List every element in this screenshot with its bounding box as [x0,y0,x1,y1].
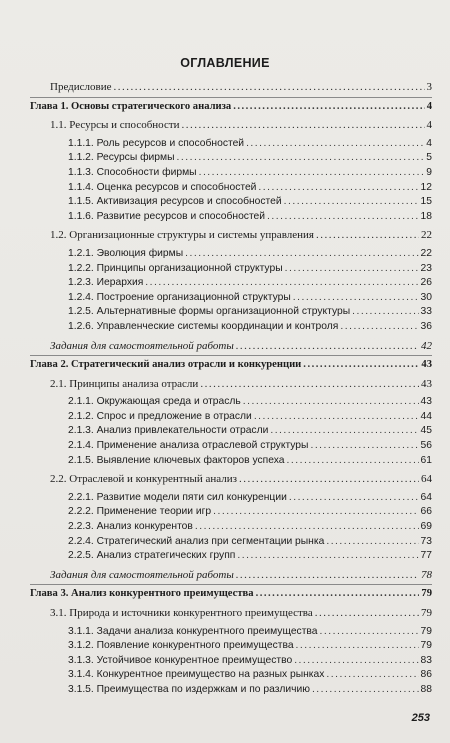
toc-entry-page: 30 [420,291,432,303]
toc-entry-page: 86 [420,669,432,681]
toc-subsection [30,654,432,669]
toc-subsection [30,276,432,291]
toc-entry-page: 18 [420,210,432,222]
toc-entry-page: 64 [421,473,432,486]
toc-entry-label: 3.1. Природа и источники конкурентного преимущества [50,607,313,619]
toc-entry-label: Задания для самостоятельной работы [50,568,234,581]
toc-entry-page: 79 [420,640,432,652]
toc-section [30,228,432,243]
toc-entry-label: 2.2.3. Анализ конкурентов [68,521,193,533]
toc-entry-label: Глава 3. Анализ конкурентного преимущества [30,588,254,600]
page-number: 253 [411,712,430,724]
toc-entry-label: 2.2.4. Стратегический анализ при сегментации рынка [68,535,325,547]
toc-subsection [30,410,432,425]
toc-subsection [30,291,432,306]
toc-entry-page: 79 [421,607,432,619]
toc-entry-page: 44 [420,410,432,422]
toc-subsection [30,424,432,439]
toc-entry-page: 4 [426,119,432,132]
toc-entry-page: 66 [420,506,432,518]
toc-chapter-2 [30,358,432,373]
toc-subsection [30,395,432,410]
toc-entry-label: 2.1.2. Спрос и предложение в отрасли [68,410,252,422]
toc-entry-page: 36 [420,320,432,332]
toc-entry-label: 1.2. Организационные структуры и системы управления [50,229,314,242]
toc-entry-label: 1.1.4. Оценка ресурсов и способностей [68,181,257,193]
toc-subsection [30,181,432,196]
toc-entry-label: Задания для самостоятельной работы [50,339,234,352]
toc-entry-page: 64 [420,491,432,503]
toc-entry-label: 2.2.5. Анализ стратегических групп [68,550,236,562]
toc-subsection [30,454,432,469]
toc-subsection [30,247,432,262]
toc-entry-label: 3.1.4. Конкурентное преимущество на разных рынках [68,669,325,681]
toc-section [30,472,432,487]
toc-entry-page: 4 [426,100,432,112]
toc-entry-label: 2.1.5. Выявление ключевых факторов успеха [68,454,285,466]
toc-entry-page: 83 [420,654,432,666]
toc-subsection [30,549,432,564]
toc-entry-label: 2.1.4. Применение анализа отраслевой структуры [68,440,309,452]
section-divider [30,355,432,356]
toc-chapter-3 [30,587,432,602]
toc-entry-label: 2.2.2. Применение теории игр [68,506,212,518]
toc-subsection [30,683,432,698]
toc-subsection [30,151,432,166]
toc-entry-label: 1.1.2. Ресурсы фирмы [68,152,175,164]
toc-subsection [30,625,432,640]
toc-entry-label: 2.1.3. Анализ привлекательности отрасли [68,425,269,437]
toc-subsection [30,639,432,654]
toc-entry-page: 79 [421,588,432,600]
toc-title: ОГЛАВЛЕНИЕ [180,56,270,70]
toc-assignments [30,568,432,583]
toc-entry-page: 22 [420,247,432,259]
toc-entry-page: 9 [426,166,432,178]
toc-entry-label: 2.2. Отраслевой и конкурентный анализ [50,473,237,486]
toc-entry-label: 1.2.6. Управленческие системы координации и контроля [68,320,339,332]
toc-entry-page: 4 [426,137,432,149]
toc-subsection [30,262,432,277]
toc-entry-label: 1.1. Ресурсы и способности [50,119,180,132]
toc-subsection [30,520,432,535]
toc-entry-label: Глава 2. Стратегический анализ отрасли и конкуренции [30,359,302,371]
toc-entry-label: 1.2.2. Принципы организационной структуры [68,262,283,274]
toc-entry-preface [30,80,432,95]
toc-entry-label: 2.1.1. Окружающая среда и отрасль [68,396,241,408]
toc-entry-page: 73 [420,535,432,547]
toc-entry-label: 3.1.3. Устойчивое конкурентное преимущество [68,654,293,666]
toc-entry-label: 1.1.1. Роль ресурсов и способностей [68,137,245,149]
toc-entry-page: 33 [420,306,432,318]
toc-entry-page: 26 [420,277,432,289]
toc-subsection [30,491,432,506]
toc-entry-label: 1.2.3. Иерархия [68,277,144,289]
toc-entry-page: 43 [420,396,432,408]
toc-entry-page: 42 [421,339,432,352]
toc-entry-page: 12 [420,181,432,193]
toc-assignments [30,339,432,354]
toc-subsection [30,137,432,152]
toc-entry-page: 23 [420,262,432,274]
toc-entry-page: 78 [421,568,432,581]
toc-entry-label: 1.2.5. Альтернативные формы организационной структуры [68,306,351,318]
toc-subsection [30,535,432,550]
toc-entry-label: 1.1.3. Способности фирмы [68,166,197,178]
section-divider [30,584,432,585]
toc-entry-label: 1.1.5. Активизация ресурсов и способностей [68,196,282,208]
toc-entry-page: 79 [420,625,432,637]
toc-entry-label: Глава 1. Основы стратегического анализа [30,100,232,112]
toc-entry-page: 15 [420,196,432,208]
toc-entry-page: 88 [420,683,432,695]
toc-entry-page: 56 [420,440,432,452]
toc-entry-label: 3.1.1. Задачи анализа конкурентного преимущества [68,625,318,637]
toc-entry-page: 45 [420,425,432,437]
table-of-contents [30,80,432,698]
toc-section [30,606,432,621]
toc-subsection [30,166,432,181]
section-divider [30,97,432,98]
toc-entry-page: 5 [426,152,432,164]
toc-entry-page: 22 [421,229,432,242]
toc-entry-page: 43 [421,377,432,390]
toc-subsection [30,305,432,320]
toc-entry-label: 1.2.4. Построение организационной структуры [68,291,291,303]
toc-entry-label: 1.2.1. Эволюция фирмы [68,247,184,259]
toc-entry-label: 1.1.6. Развитие ресурсов и способностей [68,210,266,222]
toc-entry-label: 2.2.1. Развитие модели пяти сил конкуренции [68,491,287,503]
toc-subsection [30,439,432,454]
toc-section [30,377,432,392]
toc-subsection [30,668,432,683]
toc-subsection [30,195,432,210]
toc-subsection [30,210,432,225]
toc-subsection [30,320,432,335]
toc-entry-label: 3.1.2. Появление конкурентного преимущества [68,640,294,652]
toc-entry-page: 3 [426,81,432,93]
toc-entry-label: 2.1. Принципы анализа отрасли [50,377,199,390]
toc-entry-page: 61 [420,454,432,466]
toc-entry-page: 69 [420,521,432,533]
toc-chapter-1 [30,100,432,115]
toc-subsection [30,505,432,520]
toc-section [30,118,432,133]
toc-entry-page: 43 [421,359,432,371]
toc-entry-label: Предисловие [50,81,112,93]
toc-entry-label: 3.1.5. Преимущества по издержкам и по различию [68,683,310,695]
toc-entry-page: 77 [420,550,432,562]
